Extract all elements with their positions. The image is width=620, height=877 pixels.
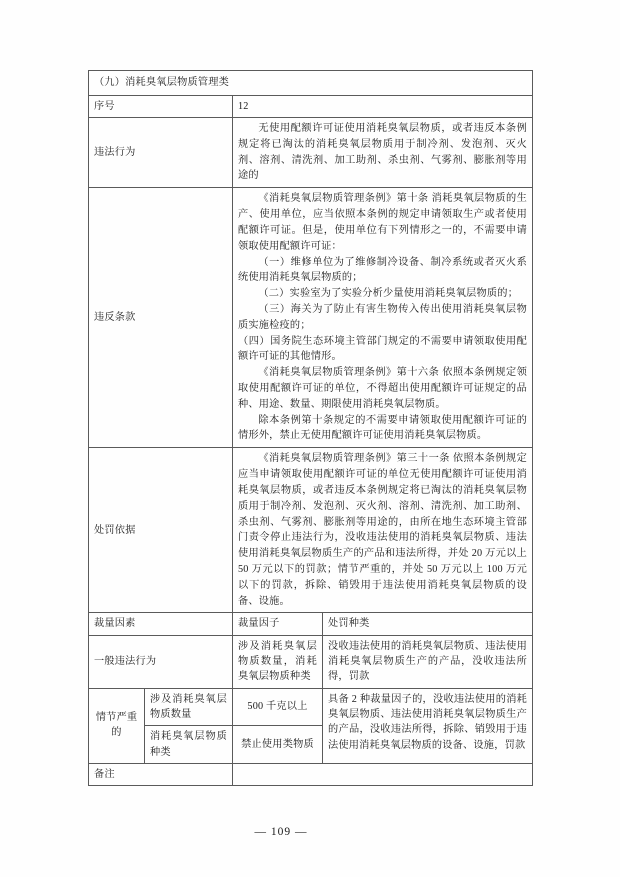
illegal-act-paragraph: 无使用配额许可证使用消耗臭氧层物质，或者违反本条例规定将已淘汰的消耗臭氧层物质用于制冷剂、发泡剂、灭火剂、溶剂、清洗剂、加工助剂、杀虫剂、气雾剂、膨胀剂等用途的 (238, 123, 528, 182)
violated-clause-paragraph-7: 除本条例第十条规定的不需要申请领取使用配额许可证的情形外，禁止无使用配额许可证使用消耗臭氧层物质。 (238, 414, 528, 442)
general-violation-label: 一般违法行为 (89, 635, 233, 688)
penalty-type-header: 处罚种类 (323, 613, 533, 636)
table-row (89, 188, 533, 448)
discretion-element-header: 裁量因子 (233, 613, 323, 636)
table-row (89, 613, 533, 636)
serial-number-label: 序号 (89, 95, 233, 118)
violated-clause-paragraph-2: （一）维修单位为了维修制冷设备、制冷系统或者灭火系统使用消耗臭氧层物质的； (238, 256, 528, 284)
table-row (89, 635, 533, 688)
illegal-act-text (233, 118, 533, 188)
violated-clause-label: 违反条款 (89, 188, 233, 448)
violated-clause-text (233, 188, 533, 448)
violated-clause-paragraph-4: （三）海关为了防止有害生物传入传出使用消耗臭氧层物质实施检疫的； (238, 303, 528, 331)
page-number: — 109 — (254, 826, 308, 838)
serious-factor-type: 消耗臭氧层物质种类 (145, 726, 233, 764)
serious-value-quantity: 500 千克以上 (233, 688, 323, 726)
table-row (89, 448, 533, 613)
violated-clause-paragraph-3: （二）实验室为了实验分析少量使用消耗臭氧层物质的； (258, 288, 519, 300)
table-row (89, 118, 533, 188)
serious-penalty-text: 具备 2 种裁量因子的，没收违法使用的消耗臭氧层物质、违法使用消耗臭氧层物质生产的产品，没收违法所得，拆除、销毁用于违法使用消耗臭氧层物质的设备、设施，罚款 (323, 688, 533, 763)
general-violation-factor: 涉及消耗臭氧层物质数量，消耗臭氧层物质种类 (233, 635, 323, 688)
table-row (89, 763, 533, 786)
remark-label: 备注 (89, 763, 233, 786)
discretion-factor-header: 裁量因素 (89, 613, 233, 636)
serious-factor-quantity: 涉及消耗臭氧层物质数量 (145, 688, 233, 726)
violated-clause-paragraph-6: 《消耗臭氧层物质管理条例》第十六条 依照本条例规定领取使用配额许可证的单位，不得超出使用配额许可证规定的品种、用途、数量、期限使用消耗臭氧层物质。 (238, 367, 528, 410)
violated-clause-paragraph-5: （四）国务院生态环境主管部门规定的不需要申请领取使用配额许可证的其他情形。 (238, 335, 528, 363)
regulation-table (88, 70, 533, 786)
serial-number-value: 12 (233, 95, 533, 118)
penalty-basis-label: 处罚依据 (89, 448, 233, 613)
table-row (89, 71, 533, 96)
violated-clause-paragraph-1: 《消耗臭氧层物质管理条例》第十条 消耗臭氧层物质的生产、使用单位，应当依照本条例的规定申请领取生产或者使用配额许可证。但是，使用单位有下列情形之一的，不需要申请领取使用配额许可证： (238, 193, 528, 252)
section-heading: （九）消耗臭氧层物质管理类 (89, 71, 533, 96)
table-row (89, 688, 533, 726)
penalty-basis-text (233, 448, 533, 613)
remark-value (233, 763, 533, 786)
illegal-act-label: 违法行为 (89, 118, 233, 188)
general-violation-penalty: 没收违法使用的消耗臭氧层物质、违法使用消耗臭氧层物质生产的产品，没收违法所得，罚款 (323, 635, 533, 688)
serious-circumstance-label: 情节严重的 (89, 688, 145, 763)
penalty-basis-paragraph: 《消耗臭氧层物质管理条例》第三十一条 依照本条例规定应当申请领取使用配额许可证的单位无使用配额许可证使用消耗臭氧层物质，或者违反本条例规定将已淘汰的消耗臭氧层物质用于制冷剂、发泡剂、灭火剂、溶剂、清洗剂、加工助剂、杀虫剂、气雾剂、膨胀剂等用途的，由所在地生态环境主管部门责令停止违法行为，没收违法使用的消耗臭氧层物质、违法使用消耗臭氧层物质生产的产品和违法所得，并处 20 万元以上 50 万元以下的罚款；情节严重的，并处 50 万元以上 100 万元以下的罚款，拆除、销毁用于违法使用消耗臭氧层物质的设备、设施。 (238, 453, 528, 607)
table-row (89, 95, 533, 118)
serious-value-type: 禁止使用类物质 (233, 726, 323, 764)
